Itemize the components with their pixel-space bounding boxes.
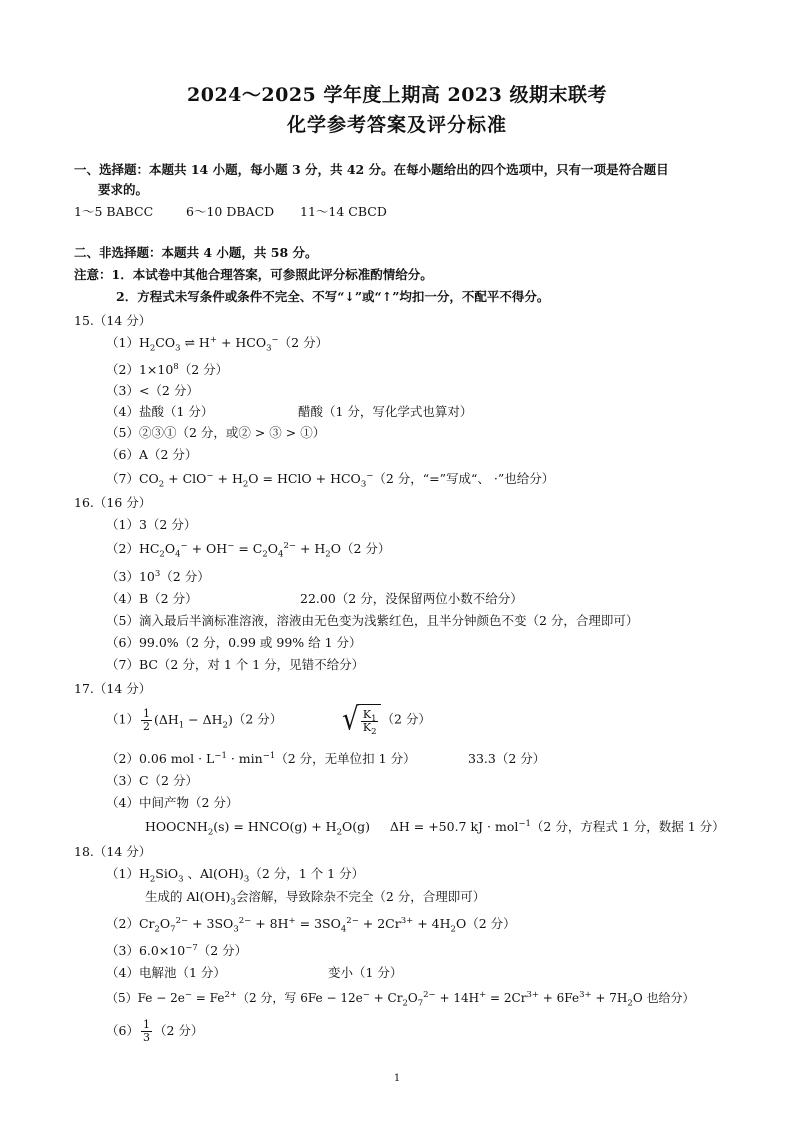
page-number: 1 <box>393 1073 401 1084</box>
q16-answer-4b: 22.00（2 分，没保留两位小数不给分） <box>300 591 523 606</box>
q17-answer-2a: （2）0.06 mol · $L^{-1} \cdot \min^{-1}(2$ 分，无单位扣 1 分） <box>106 750 416 766</box>
alternative-equation: $6Fe - 12e^- + Cr_2O_7^{2-} + 14H^+ = 2Cr^{3+} + 6Fe^{3+} + 7H_2O$ <box>300 990 643 1009</box>
fraction-one-third: $\frac{1}{3}$ <box>142 1018 150 1044</box>
q15-answer-7: $(7)CO_2 + ClO^- + H_2O$ = HClO + $HCO_3^-(2$ 分，“=”写成“、 ·”也给分） <box>106 470 555 490</box>
q15-answer-4a: （4）盐酸（1 分） <box>106 404 214 419</box>
q15-answer-6: （6）A（2 分） <box>106 447 198 462</box>
q15-answer-2: $(2)1\times 10^8(2$ 分） <box>106 361 229 377</box>
q18-answer-6: （6） $\frac{1}{3}$ （2 分） <box>106 1018 204 1044</box>
q18-answer-5: $(5)Fe - 2e^- = Fe^{2+}(2$ 分，写 $6Fe - 12e^- + Cr_2O_7^{2-} + 14H^+ = 2Cr^{3+} + 6Fe^{3+} + 7H_2O$ 也给分） <box>106 990 695 1009</box>
q16-answer-7: （7）BC（2 分，对 1 个 1 分，见错不给分） <box>106 657 365 672</box>
q16-answer-5: （5）滴入最后半滴标准溶液，溶液由无色变为浅紫红色，且半分钟颜色不变（2 分，合理即可） <box>106 613 639 628</box>
q18-answer-4a: （4）电解池（1 分） <box>106 965 226 980</box>
q17-answer-4: （4）中间产物（2 分） <box>106 795 239 810</box>
page-title: 2024～2025 学年度上期高 2023 级期末联考 <box>187 84 607 106</box>
q18-heading: 18.（14 分） <box>74 844 152 859</box>
q15-answer-5: （5）②③①（2 分，或② > ③ > ①） <box>106 425 326 440</box>
mc-answers-11-14: 11～14 CBCD <box>300 204 387 219</box>
q15-answer-1: $(1)H_2CO_3$ ⇌ $H^+ + HCO_3^-(2$ 分） <box>106 334 329 354</box>
q15-answer-4b: 醋酸（1 分，写化学式也算对） <box>298 404 473 419</box>
q16-heading: 16.（16 分） <box>74 495 152 510</box>
ionization-equation: $H_2CO_3$ ⇌ $H^+ + HCO_3^-$ <box>138 334 279 354</box>
q18-answer-2: $(2)Cr_2O_7^{2-} + 3SO_3^{2-} + 8H^+ = 3SO_4^{2-} + 2Cr^{3+} + 4H_2O(2$ 分） <box>106 915 516 935</box>
mc-answers-1-5: 1～5 BABCC <box>74 204 154 219</box>
mc-answers-6-10: 6～10 DBACD <box>186 204 275 219</box>
q16-answer-1: （1）3（2 分） <box>106 517 197 532</box>
reaction-equation: $CO_2 + ClO^- + H_2O$ = HClO + $HCO_3^-$ <box>138 470 374 490</box>
q16-answer-3: $(3)10^3(2$ 分） <box>106 568 210 584</box>
q15-answer-3: （3）<（2 分） <box>106 383 199 398</box>
page-subtitle: 化学参考答案及评分标准 <box>286 114 507 136</box>
section1-heading: 一、选择题：本题共 14 小题，每小题 3 分，共 42 分。在每小题给出的四个选项中，只有一项是符合题目 <box>74 162 669 177</box>
redox-equation: $Cr_2O_7^{2-} + 3SO_3^{2-} + 8H^+ = 3SO_4^{2-} + 2Cr^{3+} + 4H_2O$ <box>138 915 467 935</box>
electrode-equation: $Fe - 2e^- = Fe^{2+}$ <box>137 990 237 1005</box>
fraction-one-half: $\frac{1}{2}$ <box>142 706 150 733</box>
q16-answer-2: $(2)HC_2O_4^- + OH^- = C_2O_4^{2-} + H_2O(2$ 分） <box>106 540 391 560</box>
q17-answer-4-equation: $HOOCNH_2(s)$ = HNCO(g) + $H_2O(g)$ ΔH = +50.7 kJ · mol$^{-1}$（2 分，方程式 1 分，数据 1 分） <box>145 818 725 838</box>
q18-answer-3: $(3)6.0\times 10^{-7}(2$ 分） <box>106 942 248 958</box>
q17-heading: 17.（14 分） <box>74 681 152 696</box>
sqrt-k1-over-k2: √ $\frac{K_1}{K_2}$ <box>342 704 381 736</box>
q16-answer-4a: （4）B（2 分） <box>106 591 198 606</box>
reaction-equation: $HC_2O_4^- + OH^- = C_2O_4^{2-} + H_2O$ <box>138 540 341 560</box>
note-1: 注意：1．本试卷中其他合理答案，可参照此评分标准酌情给分。 <box>74 267 433 282</box>
q16-answer-6: （6）99.0%（2 分，0.99 或 99% 给 1 分） <box>106 635 362 650</box>
section1-heading-cont: 要求的。 <box>98 182 149 197</box>
q15-heading: 15.（14 分） <box>74 313 152 328</box>
q17-answer-3: （3）C（2 分） <box>106 773 198 788</box>
q17-answer-1: （1） $\frac{1}{2}$ $(\Delta H_1 - \Delta H_2)(2$ 分） √ $\frac{K_1}{K_2}$ （2 分） <box>106 702 431 738</box>
thermochemical-equation: $HOOCNH_2(s)$ = HNCO(g) + $H_2O(g)$ ΔH = +50.7 kJ · mol$^{-1}$ <box>145 818 531 838</box>
q18-answer-1: $(1)H_2SiO_3$ 、$Al(OH)_3(2$ 分，1 个 1 分） <box>106 866 365 885</box>
note-2: 2．方程式未写条件或条件不完全、不写“↓”或“↑”均扣一分，不配平不得分。 <box>116 289 550 304</box>
q18-answer-1-explanation: 生成的 $Al(OH)_3$会溶解，导致除杂不完全（2 分，合理即可） <box>145 889 486 908</box>
section2-heading: 二、非选择题：本题共 4 小题，共 58 分。 <box>74 245 318 260</box>
q18-answer-4b: 变小（1 分） <box>328 965 403 980</box>
q17-answer-2b: 33.3（2 分） <box>468 751 546 766</box>
